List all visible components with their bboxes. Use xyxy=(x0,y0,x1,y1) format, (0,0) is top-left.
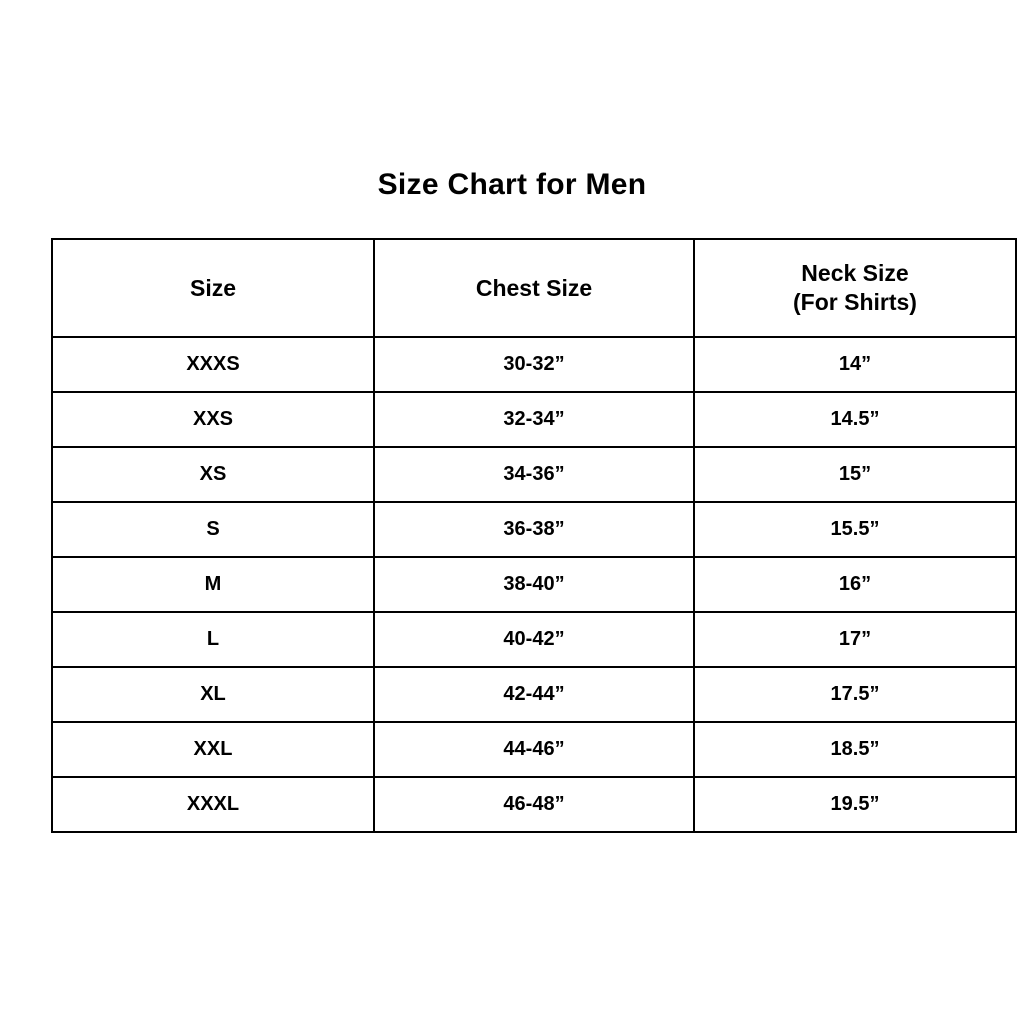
table-row xyxy=(52,392,1016,447)
table-row xyxy=(52,722,1016,777)
size-chart-table-wrapper xyxy=(51,238,973,833)
cell-neck: 16” xyxy=(694,557,1016,612)
cell-size: XXS xyxy=(52,392,374,447)
table-row xyxy=(52,557,1016,612)
column-header-chest-label: Chest Size xyxy=(475,274,593,301)
cell-size: XL xyxy=(52,667,374,722)
cell-chest: 44-46” xyxy=(374,722,694,777)
column-header-neck-sublabel: (For Shirts) xyxy=(793,289,917,315)
cell-neck: 18.5” xyxy=(694,722,1016,777)
cell-neck: 17.5” xyxy=(694,667,1016,722)
cell-size: M xyxy=(52,557,374,612)
cell-chest: 38-40” xyxy=(374,557,694,612)
cell-size: S xyxy=(52,502,374,557)
cell-size: XXXS xyxy=(52,337,374,392)
cell-neck: 14” xyxy=(694,337,1016,392)
table-row xyxy=(52,612,1016,667)
cell-neck: 17” xyxy=(694,612,1016,667)
cell-size: L xyxy=(52,612,374,667)
cell-size: XXL xyxy=(52,722,374,777)
column-header-size xyxy=(52,239,374,337)
size-chart-table xyxy=(51,238,1017,833)
cell-chest: 34-36” xyxy=(374,447,694,502)
cell-neck: 15.5” xyxy=(694,502,1016,557)
table-body xyxy=(52,337,1016,832)
cell-chest: 32-34” xyxy=(374,392,694,447)
page-title: Size Chart for Men xyxy=(377,168,647,201)
table-row xyxy=(52,502,1016,557)
cell-size: XS xyxy=(52,447,374,502)
column-header-chest xyxy=(374,239,694,337)
table-row xyxy=(52,667,1016,722)
cell-neck: 14.5” xyxy=(694,392,1016,447)
cell-neck: 19.5” xyxy=(694,777,1016,832)
column-header-neck xyxy=(694,239,1016,337)
table-row xyxy=(52,447,1016,502)
table-row xyxy=(52,777,1016,832)
column-header-neck-label: Neck Size xyxy=(801,260,909,287)
table-row xyxy=(52,337,1016,392)
column-header-size-label: Size xyxy=(189,274,237,301)
cell-chest: 40-42” xyxy=(374,612,694,667)
cell-chest: 36-38” xyxy=(374,502,694,557)
cell-neck: 15” xyxy=(694,447,1016,502)
cell-chest: 30-32” xyxy=(374,337,694,392)
cell-chest: 42-44” xyxy=(374,667,694,722)
cell-chest: 46-48” xyxy=(374,777,694,832)
table-header xyxy=(52,239,1016,337)
table-header-row xyxy=(52,239,1016,337)
cell-size: XXXL xyxy=(52,777,374,832)
